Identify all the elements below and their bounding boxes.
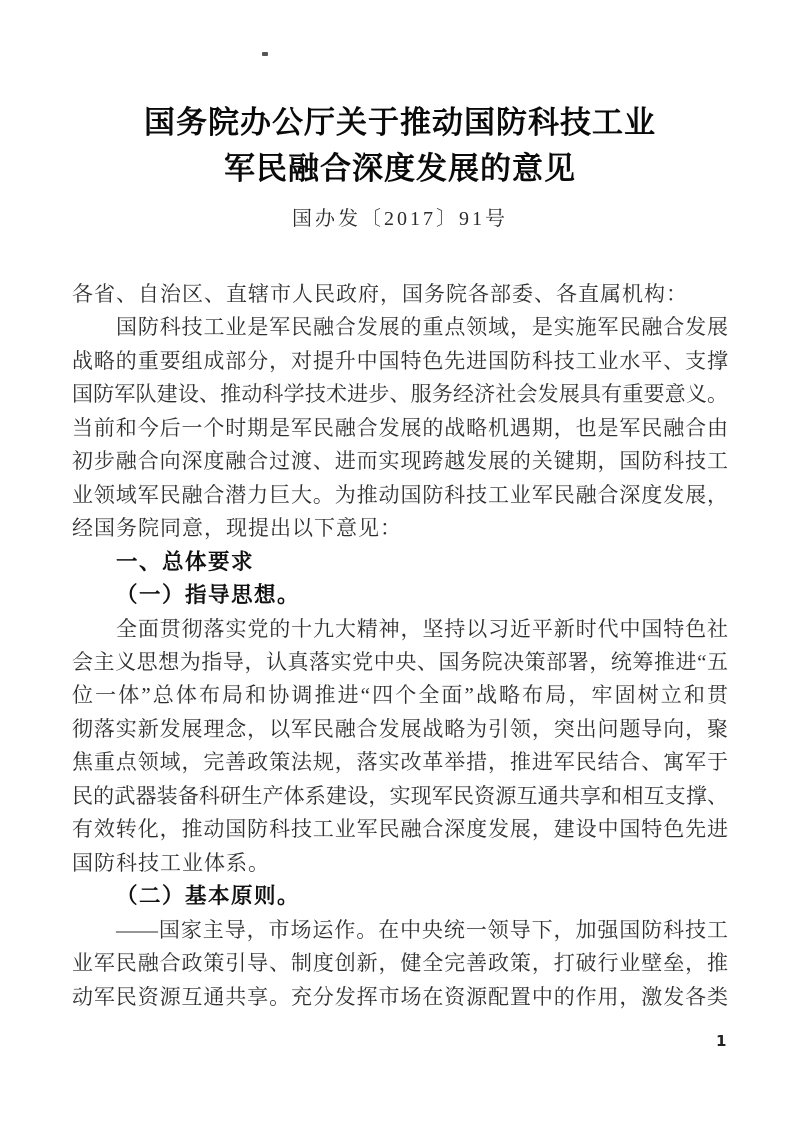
body-line: 经国务院同意，现提出以下意见： bbox=[72, 516, 402, 541]
body-line: 会主义思想为指导，认真落实党中央、国务院决策部署，统筹推进“五 bbox=[72, 649, 728, 674]
section-heading: （二）基本原则。 bbox=[116, 884, 301, 909]
title-line-1: 国务院办公厅关于推动国防科技工业 bbox=[144, 105, 656, 140]
scan-artifact-mark bbox=[262, 52, 268, 56]
body-line: ——国家主导，市场运作。在中央统一领导下，加强国防科技工 bbox=[116, 917, 728, 942]
body-line: 初步融合向深度融合过渡、进而实现跨越发展的关键期，国防科技工 bbox=[72, 449, 728, 474]
document-body bbox=[72, 278, 728, 1014]
salutation-line: 各省、自治区、直辖市人民政府，国务院各部委、各直属机构： bbox=[72, 282, 688, 306]
document-title bbox=[0, 100, 800, 233]
section-heading: 一、总体要求 bbox=[116, 549, 255, 574]
body-line: 国防科技工业体系。 bbox=[72, 850, 270, 875]
title-line-2: 军民融合深度发展的意见 bbox=[224, 151, 576, 186]
body-line: 当前和今后一个时期是军民融合发展的战略机遇期，也是军民融合由 bbox=[72, 415, 728, 440]
body-line: 战略的重要组成部分，对提升中国特色先进国防科技工业水平、支撑 bbox=[72, 348, 728, 373]
body-line: 动军民资源互通共享。充分发挥市场在资源配置中的作用，激发各类 bbox=[72, 984, 728, 1009]
page-number: 1 bbox=[716, 1032, 727, 1050]
section-heading: （一）指导思想。 bbox=[116, 583, 301, 608]
body-line: 焦重点领域，完善政策法规，落实改革举措，推进军民结合、寓军于 bbox=[72, 750, 728, 775]
body-line: 彻落实新发展理念，以军民融合发展战略为引领，突出问题导向，聚 bbox=[72, 716, 728, 741]
doc-number: 国办发〔2017〕91号 bbox=[292, 208, 508, 230]
body-line: 有效转化，推动国防科技工业军民融合深度发展，建设中国特色先进 bbox=[72, 817, 728, 842]
body-line: 国防科技工业是军民融合发展的重点领域，是实施军民融合发展 bbox=[116, 315, 728, 340]
body-line: 位一体”总体布局和协调推进“四个全面”战略布局，牢固树立和贯 bbox=[72, 683, 728, 708]
body-line: 业领域军民融合潜力巨大。为推动国防科技工业军民融合深度发展， bbox=[72, 482, 728, 507]
body-line: 全面贯彻落实党的十九大精神，坚持以习近平新时代中国特色社 bbox=[116, 616, 728, 641]
body-line: 民的武器装备科研生产体系建设，实现军民资源互通共享和相互支撑、 bbox=[72, 783, 728, 808]
body-line: 业军民融合政策引导、制度创新，健全完善政策，打破行业壁垒，推 bbox=[72, 951, 728, 976]
body-line: 国防军队建设、推动科学技术进步、服务经济社会发展具有重要意义。 bbox=[72, 382, 728, 407]
